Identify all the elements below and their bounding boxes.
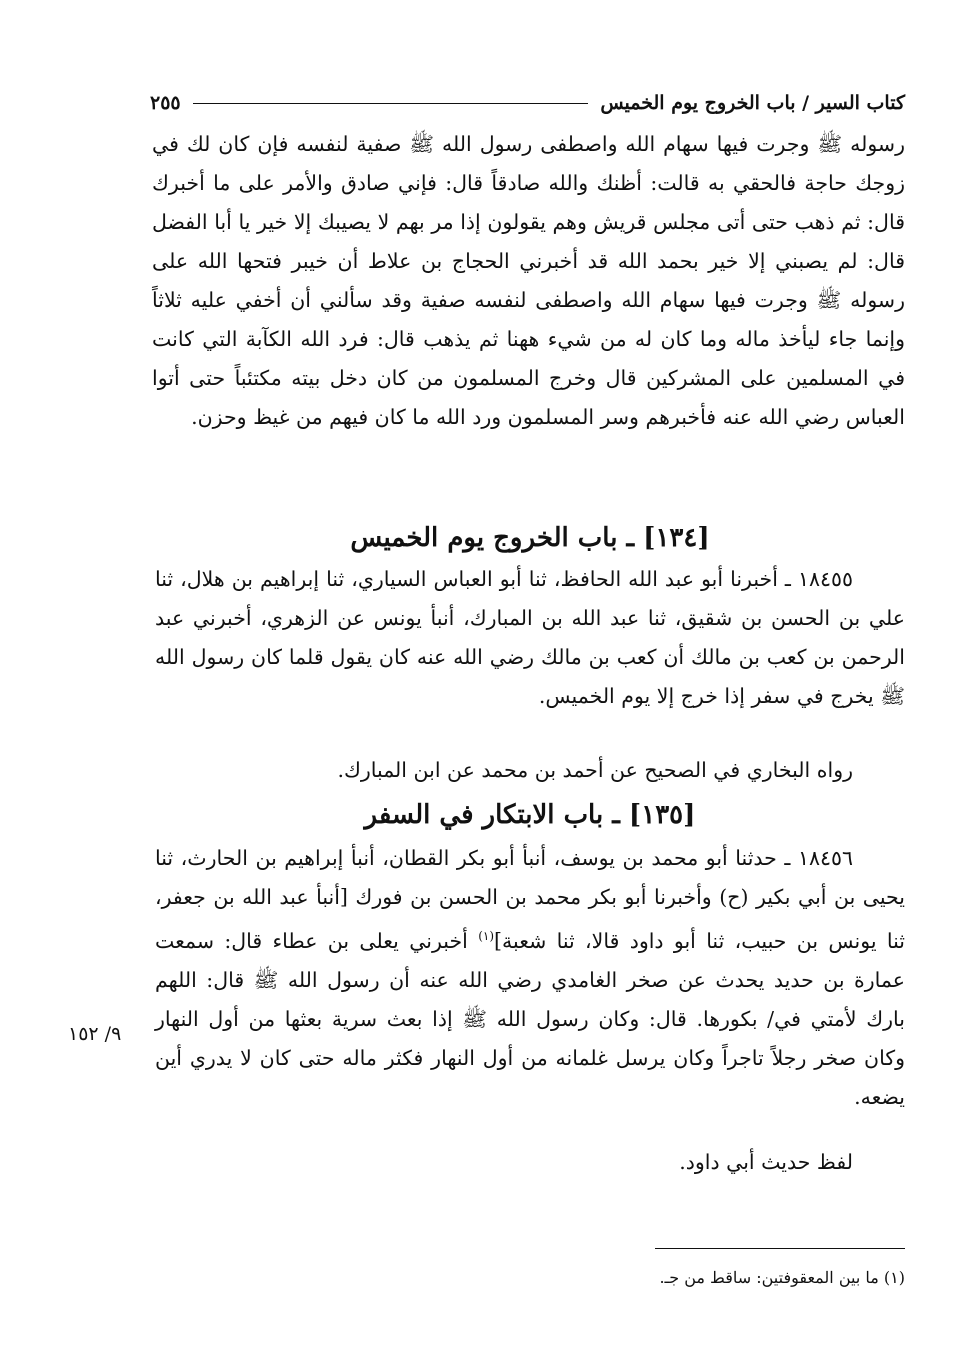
paragraph-continued: رسوله ﷺ وجرت فيها سهام الله واصطفى رسول الله ﷺ صفية لنفسه فإن كان لك في زوجك حاجة فالحقي به قالت: أظنك والله صادقاً قال: فإني صادق والأمر على ما أخبرك قال: ثم ذهب حتى أتى مجلس قريش وهم يقولون إذا مر بهم لا يصيبك إلا خير يا أبا الفضل قال: لم يصبني إلا خير بحمد الله قد أخبرني الحجاج بن علاط أن خيبر فتحها الله على رسوله ﷺ وجرت فيها سهام الله واصطفى لنفسه صفية وقد سألني أن أخفي عليه ثلاثاً وإنما جاء ليأخذ ماله وما كان له من شيء ههنا ثم يذهب قال: فرد الله الكآبة التي كانت في المسلمين على المشركين قال وخرج المسلمون من كان دخل بيته مكتئباً حتى أتوا العباس رضي الله عنه فأخبرهم وسر المسلمون ورد الله ما كان فيهم من غيظ وحزن. <box>152 132 905 429</box>
footnote: (١) ما بين المعقوفتين: ساقط من جـ. <box>659 1268 905 1287</box>
hadith-18455: ١٨٤٥٥ ـ أخبرنا أبو عبد الله الحافظ، ثنا أبو العباس السياري، ثنا إبراهيم بن هلال، ثنا علي بن الحسن بن شقيق، ثنا عبد الله بن المبارك، أنبأ يونس عن الزهري، أخبرني عبد الرحمن بن كعب بن مالك أن كعب بن مالك رضي الله عنه كان يقول قلما كان رسول الله ﷺ يخرج في سفر إذا خرج إلا يوم الخميس. <box>155 567 905 708</box>
page-number: ٢٥٥ <box>150 92 181 114</box>
footnote-rule <box>655 1248 905 1249</box>
header-rule <box>193 103 589 104</box>
wording-note: لفظ حديث أبي داود. <box>679 1150 853 1174</box>
margin-volume-page-ref: ٩/ ١٥٢ <box>68 1023 122 1045</box>
hadith-18456-part-a: ١٨٤٥٦ ـ حدثنا أبو محمد بن يوسف، أنبأ أبو بكر القطان، أنبأ إبراهيم بن الحارث، ثنا يحيى بن أبي بكير (ح) وأخبرنا أبو بكر محمد بن الحسن بن فورك [أنبأ عبد الله بن جعفر، ثنا يونس بن حبيب، ثنا أبو داود قالا، ثنا شعبة] <box>155 846 905 953</box>
footnote-marker: (١) <box>478 929 495 943</box>
hadith-18456-part-b: أخبرني يعلى بن عطاء قال: سمعت عمارة بن حديد يحدث عن صخر الغامدي رضي الله عنه أن رسول الله ﷺ قال: اللهم بارك لأمتي في/ بكورها. قال: وكان رسول الله ﷺ إذا بعث سرية بعثها من أول النهار وكان صخر رجلاً تاجراً وكان يرسل غلمانه من أول النهار فكثر ماله حتى كان لا يدري أين يضعه. <box>155 928 905 1109</box>
hadith-18456 <box>155 839 905 1117</box>
section-heading-134: [١٣٤] ـ باب الخروج يوم الخميس <box>350 523 710 553</box>
running-head <box>150 88 905 118</box>
running-title: كتاب السير / باب الخروج يوم الخميس <box>600 92 905 114</box>
narration-note: رواه البخاري في الصحيح عن أحمد بن محمد عن ابن المبارك. <box>337 758 853 782</box>
section-heading-135: [١٣٥] ـ باب الابتكار في السفر <box>364 800 696 830</box>
